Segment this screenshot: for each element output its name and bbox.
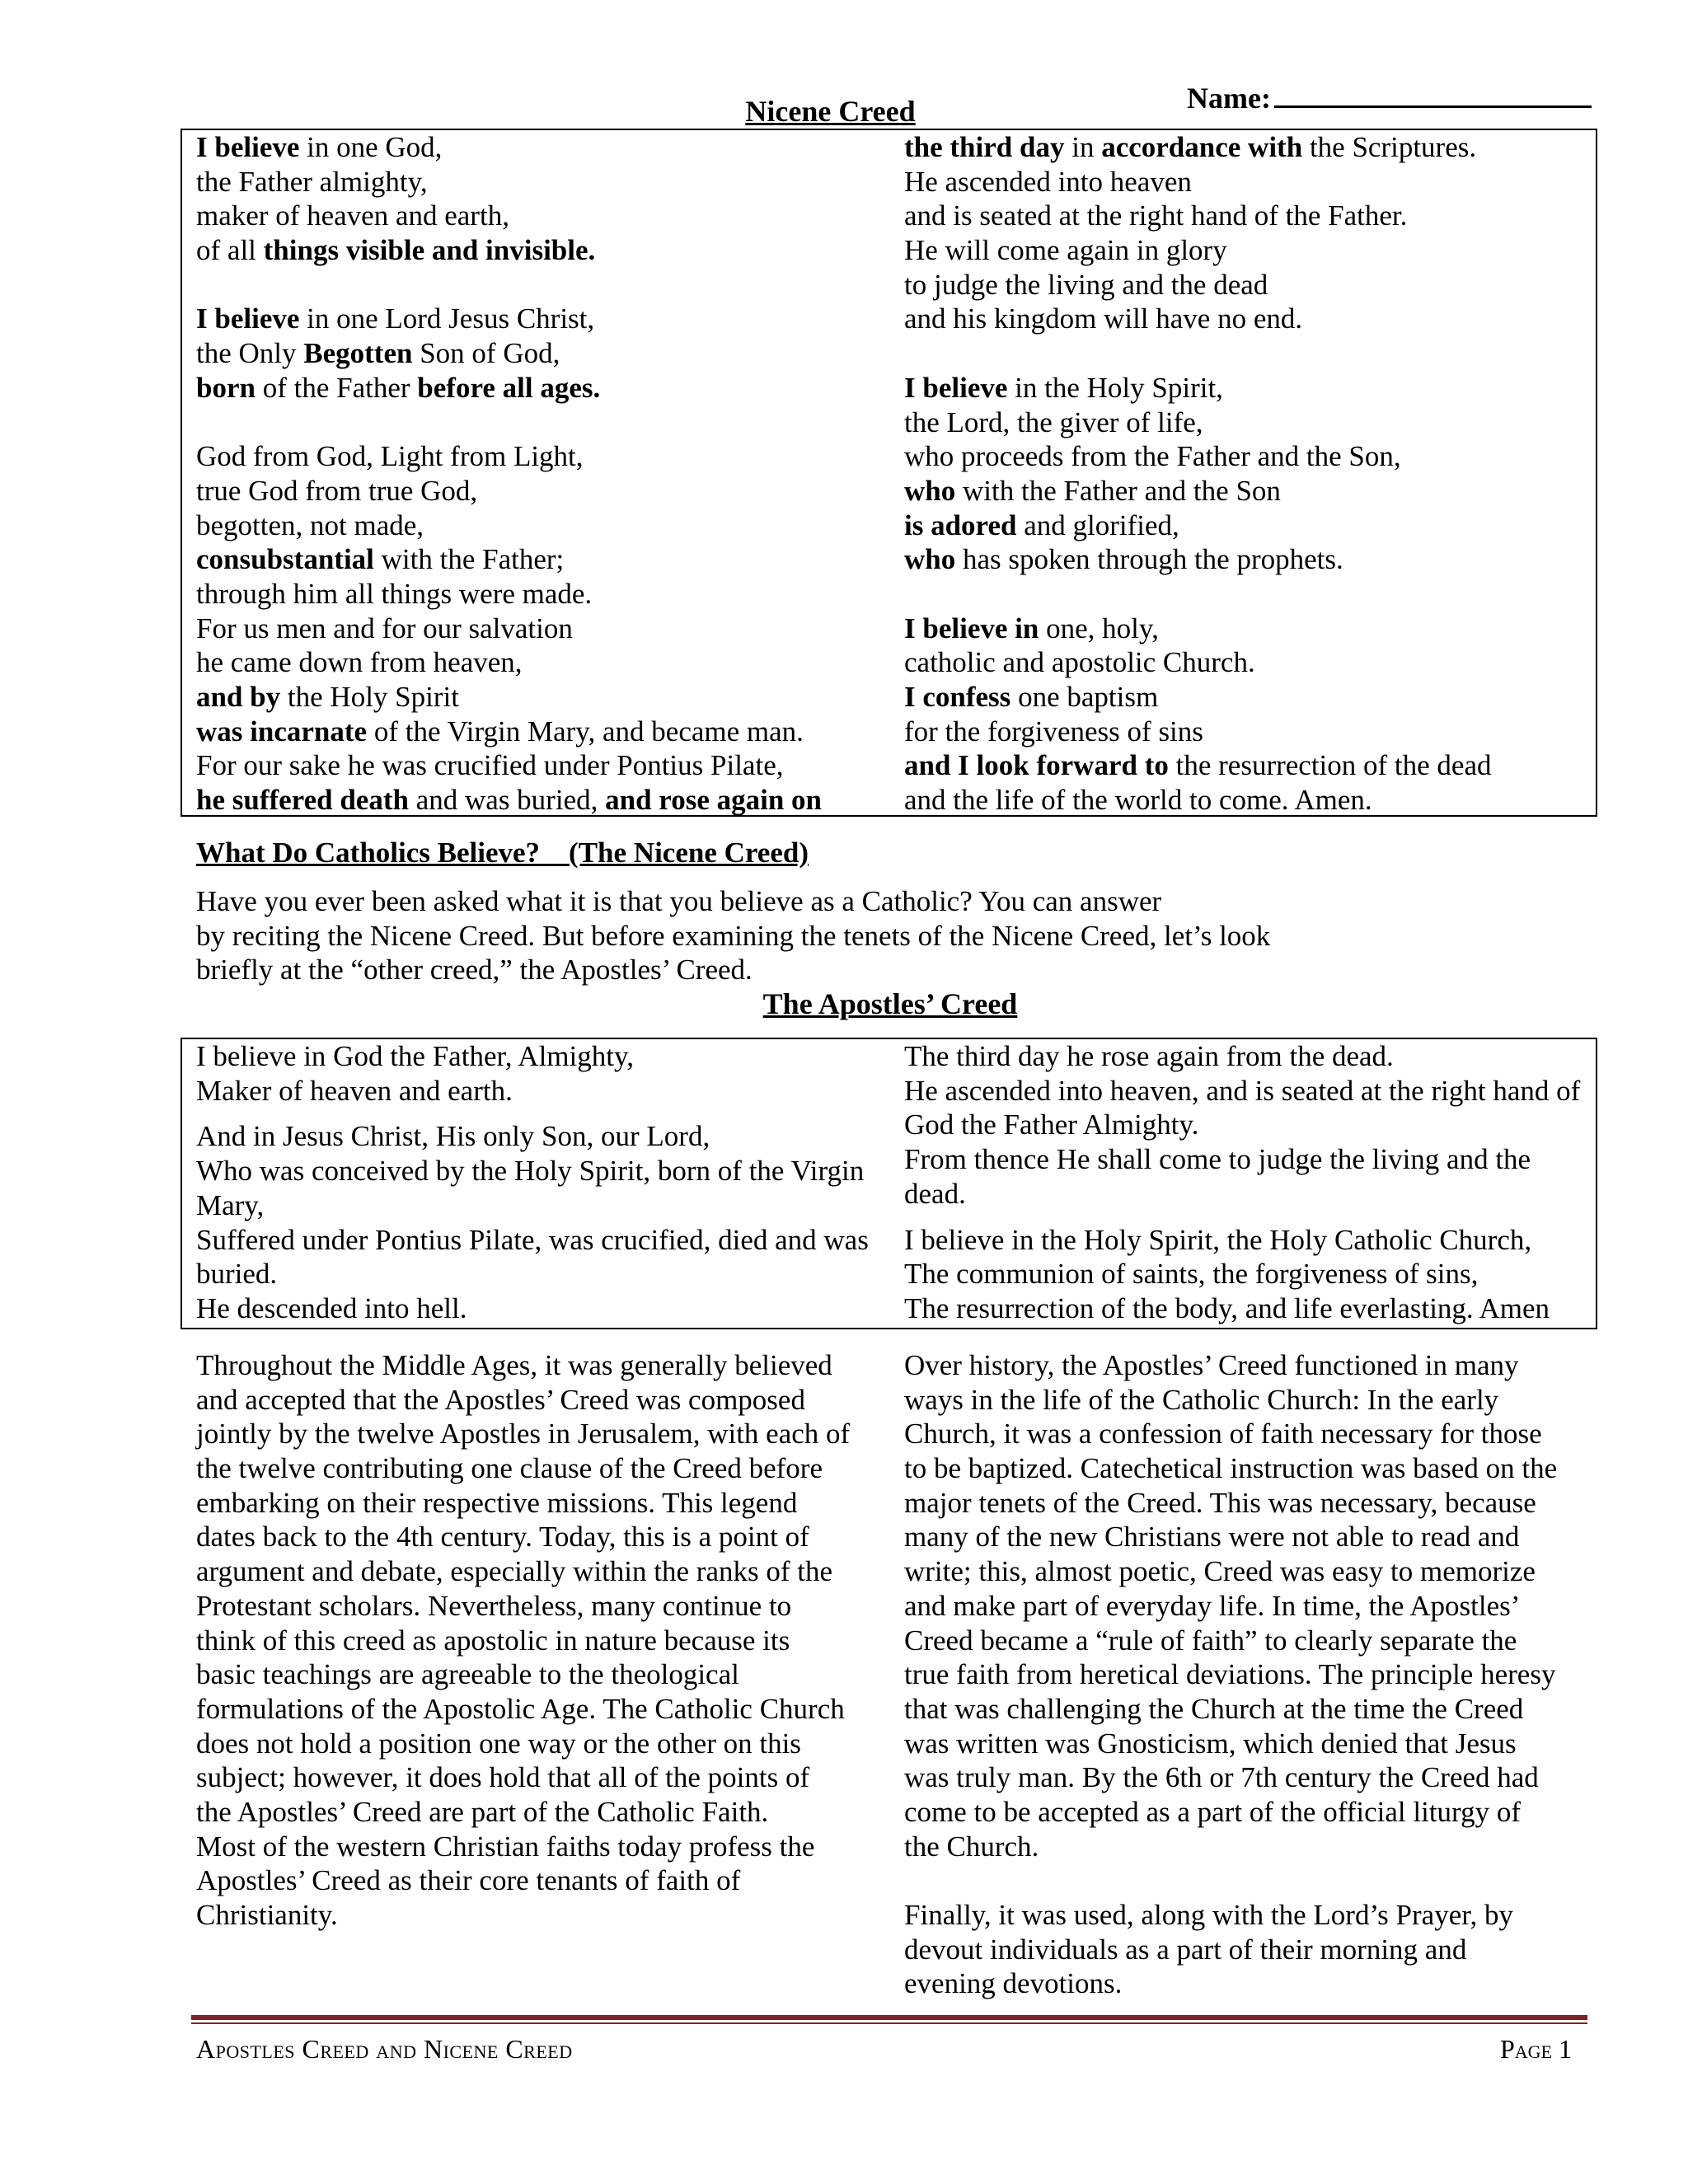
creed-line	[904, 439, 1492, 474]
creed-line	[196, 233, 822, 268]
creed-text: in one God,	[299, 131, 443, 163]
body-line: come to be accepted as a part of the official liturgy of	[904, 1795, 1521, 1828]
creed-line	[196, 336, 822, 371]
body-line	[904, 1863, 1588, 1898]
body-line: and accepted that the Apostles’ Creed was composed	[196, 1383, 805, 1416]
body-line: Apostles’ Creed as their core tenants of faith of	[196, 1864, 741, 1897]
creed-text: in the Holy Spirit,	[1007, 371, 1223, 404]
creed-text: the Only	[196, 337, 304, 370]
creed-line	[196, 645, 822, 680]
apostles-stanza: I believe in the Holy Spirit, the Holy Catholic Church, The communion of saints, the forgiveness of sins, The resurrection of the body, and life everlasting. Amen	[904, 1223, 1550, 1324]
history-right-column	[904, 1348, 1588, 2001]
creed-bold-text: who	[904, 543, 956, 576]
apostles-stanza: And in Jesus Christ, His only Son, our Lord, Who was conceived by the Holy Spirit, born of the Virgin Mary, Suffered under Pontius Pilate, was crucified, died and was buried. He descended into hell.	[196, 1120, 869, 1324]
creed-line	[904, 612, 1492, 646]
body-line: formulations of the Apostolic Age. The Catholic Church	[196, 1692, 845, 1725]
creed-line	[904, 233, 1492, 268]
creed-line	[196, 371, 822, 405]
creed-line	[196, 715, 822, 749]
body-line: the Apostles’ Creed are part of the Catholic Faith.	[196, 1795, 769, 1828]
creed-line	[904, 268, 1492, 302]
creed-bold-text: things visible and invisible.	[263, 234, 596, 267]
creed-line	[904, 680, 1492, 715]
body-line: ways in the life of the Catholic Church: In the early	[904, 1383, 1499, 1416]
creed-line	[904, 405, 1492, 440]
creed-bold-text: before all ages.	[417, 371, 601, 404]
creed-text: in	[1064, 131, 1102, 163]
creed-text: and glorified,	[1016, 509, 1179, 541]
creed-text: for the forgiveness of sins	[904, 715, 1203, 748]
creed-text: Son of God,	[412, 337, 560, 370]
footer-page-number: Page 1	[1500, 2034, 1573, 2064]
creed-bold-text: I believe	[196, 131, 300, 163]
apostles-right-column	[904, 1039, 1588, 1326]
creed-bold-text: I believe	[904, 371, 1008, 404]
body-line: basic teachings are agreeable to the theological	[196, 1658, 739, 1691]
footer-rule-thin	[191, 2022, 1587, 2024]
creed-text: maker of heaven and earth,	[196, 199, 509, 232]
body-line: Finally, it was used, along with the Lord’s Prayer, by	[904, 1899, 1513, 1931]
creed-text: of the Father	[255, 371, 418, 404]
creed-line	[904, 783, 1492, 818]
stanza-break	[196, 268, 822, 302]
creed-line	[904, 474, 1492, 509]
creed-line	[904, 509, 1492, 543]
body-line: the twelve contributing one clause of the Creed before	[196, 1452, 823, 1485]
creed-bold-text: I believe in	[904, 612, 1039, 644]
creed-bold-text: I confess	[904, 681, 1011, 713]
creed-line	[196, 783, 822, 818]
creed-bold-text: the third day	[904, 131, 1065, 163]
creed-text: and was buried,	[408, 784, 606, 817]
creed-text: and his kingdom will have no end.	[904, 302, 1303, 335]
nicene-creed-title: Nicene Creed	[745, 95, 916, 128]
creed-line	[196, 302, 822, 336]
body-line: evening devotions.	[904, 1967, 1123, 2000]
creed-bold-text: and rose again on	[605, 784, 823, 817]
creed-line	[904, 715, 1492, 749]
creed-bold-text: was incarnate	[196, 715, 368, 748]
intro-line: by reciting the Nicene Creed. But before examining the tenets of the Nicene Creed, let’s look	[196, 919, 1271, 952]
body-line: that was challenging the Church at the time the Creed	[904, 1692, 1524, 1725]
creed-line	[196, 748, 822, 783]
creed-line	[196, 612, 822, 646]
history-left-column	[196, 1348, 880, 1933]
creed-text: with the Father and the Son	[955, 474, 1281, 507]
creed-text: and the life of the world to come. Amen.	[904, 784, 1372, 817]
creed-bold-text: Begotten	[303, 337, 413, 370]
body-line: true faith from heretical deviations. The principle heresy	[904, 1658, 1556, 1691]
creed-text: in one Lord Jesus Christ,	[299, 302, 595, 335]
creed-bold-text: he suffered death	[196, 784, 409, 817]
body-line: major tenets of the Creed. This was necessary, because	[904, 1486, 1536, 1519]
stanza-break	[196, 405, 822, 440]
creed-line	[196, 199, 822, 233]
creed-bold-text: consubstantial	[196, 543, 374, 576]
body-line: think of this creed as apostolic in nature because its	[196, 1624, 790, 1657]
body-line: dates back to the 4th century. Today, this is a point of	[196, 1521, 809, 1554]
body-line: to be baptized. Catechetical instruction was based on the	[904, 1452, 1558, 1485]
creed-text: he came down from heaven,	[196, 646, 523, 679]
creed-text: who proceeds from the Father and the Son,	[904, 440, 1401, 473]
creed-line	[196, 130, 822, 165]
body-line: was truly man. By the 6th or 7th century the Creed had	[904, 1761, 1539, 1794]
apostles-left-column	[196, 1039, 880, 1326]
intro-paragraph	[196, 884, 1350, 987]
footer-document-title: Apostles Creed and Nicene Creed	[196, 2034, 573, 2064]
creed-text: true God from true God,	[196, 474, 478, 507]
body-line: Throughout the Middle Ages, it was generally believed	[196, 1349, 832, 1381]
intro-line: briefly at the “other creed,” the Apostles’ Creed.	[196, 954, 753, 987]
creed-text: one, holy,	[1039, 612, 1159, 644]
body-line: and make part of everyday life. In time, the Apostles’	[904, 1589, 1521, 1622]
body-line: the Church.	[904, 1830, 1039, 1863]
creed-line	[904, 199, 1492, 233]
catholics-believe-heading: What Do Catholics Believe? (The Nicene Creed)	[196, 837, 809, 869]
stanza-break	[904, 577, 1492, 612]
creed-text: He will come again in glory	[904, 234, 1227, 267]
name-label: Name:	[1187, 82, 1271, 115]
creed-bold-text: I believe	[196, 302, 300, 335]
creed-bold-text: born	[196, 371, 256, 404]
body-line: Creed became a “rule of faith” to clearly separate the	[904, 1624, 1517, 1657]
creed-bold-text: and I look forward to	[904, 749, 1169, 782]
body-line: Protestant scholars. Nevertheless, many continue to	[196, 1589, 792, 1622]
creed-line	[904, 542, 1492, 577]
body-line: embarking on their respective missions. This legend	[196, 1486, 798, 1519]
apostles-stanza: I believe in God the Father, Almighty, Maker of heaven and earth.	[196, 1040, 634, 1107]
creed-line	[904, 645, 1492, 680]
creed-line	[904, 302, 1492, 336]
creed-line	[904, 130, 1492, 165]
creed-text: of all	[196, 234, 264, 267]
creed-line	[196, 542, 822, 577]
creed-text: the Lord, the giver of life,	[904, 405, 1203, 438]
body-line: argument and debate, especially within the ranks of the	[196, 1555, 833, 1588]
creed-text: For us men and for our salvation	[196, 612, 573, 644]
creed-text: begotten, not made,	[196, 509, 424, 541]
creed-bold-text: who	[904, 474, 956, 507]
nicene-left-column	[196, 130, 822, 818]
creed-text: and is seated at the right hand of the Father.	[904, 199, 1408, 232]
body-line: many of the new Christians were not able to read and	[904, 1521, 1520, 1554]
creed-text: For our sake he was crucified under Pontius Pilate,	[196, 749, 784, 782]
body-line: jointly by the twelve Apostles in Jerusalem, with each of	[196, 1418, 851, 1451]
creed-line	[904, 748, 1492, 783]
nicene-right-column	[904, 130, 1492, 818]
creed-line	[196, 165, 822, 199]
creed-text: with the Father;	[373, 543, 565, 576]
creed-text: through him all things were made.	[196, 577, 593, 610]
body-line: Church, it was a confession of faith necessary for those	[904, 1418, 1542, 1451]
apostles-stanza: The third day he rose again from the dead. He ascended into heaven, and is seated at the right hand of God the Father Almighty. From thence He shall come to judge the living and the dead.	[904, 1040, 1581, 1210]
body-line: Christianity.	[196, 1899, 338, 1931]
body-line: devout individuals as a part of their morning and	[904, 1933, 1467, 1966]
creed-line	[904, 371, 1492, 405]
creed-text: the Scriptures.	[1302, 131, 1477, 163]
body-line: Over history, the Apostles’ Creed functioned in many	[904, 1349, 1519, 1381]
creed-text: of the Virgin Mary, and became man.	[367, 715, 804, 748]
creed-text: one baptism	[1010, 681, 1159, 713]
creed-text: He ascended into heaven	[904, 165, 1192, 198]
creed-text: God from God, Light from Light,	[196, 440, 584, 473]
creed-text: the Father almighty,	[196, 165, 428, 198]
stanza-break	[904, 336, 1492, 371]
footer-rule-thick	[191, 2015, 1587, 2020]
intro-line: Have you ever been asked what it is that you believe as a Catholic? You can answer	[196, 885, 1162, 917]
creed-text: catholic and apostolic Church.	[904, 646, 1255, 679]
creed-bold-text: accordance with	[1101, 131, 1303, 163]
creed-line	[196, 439, 822, 474]
apostles-creed-title: The Apostles’ Creed	[762, 987, 1018, 1020]
body-line: does not hold a position one way or the other on this	[196, 1727, 801, 1760]
creed-text: the resurrection of the dead	[1168, 749, 1492, 782]
body-line: write; this, almost poetic, Creed was easy to memorize	[904, 1555, 1536, 1588]
creed-bold-text: is adored	[904, 509, 1017, 541]
creed-text: has spoken through the prophets.	[955, 543, 1343, 576]
creed-bold-text: and by	[196, 681, 281, 713]
creed-text: to judge the living and the dead	[904, 268, 1268, 301]
creed-line	[904, 165, 1492, 199]
creed-line	[196, 474, 822, 509]
body-line: was written was Gnosticism, which denied that Jesus	[904, 1727, 1517, 1760]
creed-text: the Holy Spirit	[280, 681, 459, 713]
body-line: Most of the western Christian faiths today profess the	[196, 1830, 815, 1863]
creed-line	[196, 680, 822, 715]
creed-line	[196, 509, 822, 543]
creed-line	[196, 577, 822, 612]
body-line: subject; however, it does hold that all of the points of	[196, 1761, 810, 1794]
